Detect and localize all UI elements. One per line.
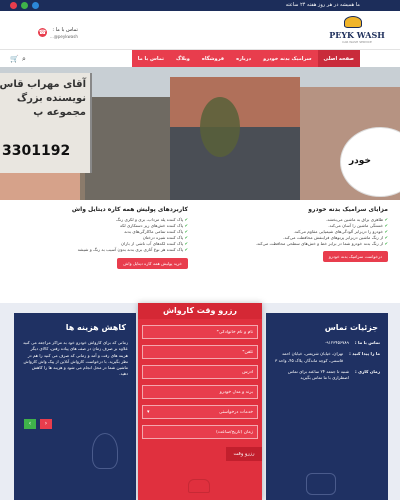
header-contact-email: peykwash@... <box>50 34 78 39</box>
list-item: ✔ ظاهری براق به ماشین می‌بخشد. <box>208 217 388 223</box>
hero-sign-line1: آقای مهراب قاس <box>0 79 86 90</box>
instagram-icon[interactable] <box>10 2 17 9</box>
nav-item-about[interactable]: درباره <box>230 50 257 68</box>
nav-item-home[interactable]: صفحه اصلی <box>318 50 360 68</box>
contact-hours-label: زمان کاری : <box>355 368 380 374</box>
contact-row-hours <box>266 369 388 382</box>
reserve-button[interactable]: رزرو وقت <box>226 447 262 461</box>
contact-hours-value: شنبه تا جمعه ۲۴ ساعته برای تماس اضطراری با ما تماس بگیرید <box>287 368 349 381</box>
telegram-icon[interactable] <box>32 2 39 9</box>
arrow-left-icon[interactable]: ‹ <box>24 419 36 429</box>
hero-person <box>0 173 80 200</box>
list-item: ✔ پاک کننده شیره درختان <box>8 235 188 241</box>
top-strip <box>0 0 400 11</box>
contact-panel <box>266 313 388 500</box>
name-field[interactable] <box>142 325 258 339</box>
nav-item-blog[interactable]: وبلاگ <box>170 50 196 68</box>
service-select-label: خدمات درخواستی <box>218 409 253 415</box>
contact-phone-value[interactable]: ۰۹۱۲۳۴۵۶۷۸۹ <box>324 340 349 345</box>
datetime-field[interactable] <box>142 425 258 439</box>
sticker-icon <box>306 473 336 495</box>
list-item: ✔ از رنگ ماشین دربرابر پرتوهای فرابنفش محافظت می‌کند. <box>208 235 388 241</box>
service-select[interactable] <box>142 405 258 419</box>
contact-panel-title: جزئیات تماس <box>324 323 378 332</box>
header-contact-label: تماس با ما : <box>52 27 78 33</box>
nav-item-shop[interactable]: فروشگاه <box>196 50 230 68</box>
list-item: ✔ پاک کننده لکه‌های آب ناشی از باران <box>8 241 188 247</box>
cart-icon[interactable]: 🛒 <box>10 55 19 63</box>
booking-form <box>138 303 262 500</box>
ceramic-benefits <box>208 206 388 262</box>
hero-banner <box>0 67 400 200</box>
contact-row-address <box>266 351 388 364</box>
list-item: ✔ از رنگ بدنه خودرو شما در برابر خط و خش‌های سطحی محافظت می‌کند. <box>208 241 388 247</box>
hero-sign-phone: 3301192 <box>2 143 71 159</box>
header-contact[interactable] <box>50 27 78 39</box>
polish-uses <box>8 206 188 269</box>
cost-panel <box>14 313 136 500</box>
hero-sign <box>0 73 92 173</box>
cost-panel-title: کاهش هزینه ها <box>65 323 126 332</box>
arrow-right-icon[interactable]: › <box>40 419 52 429</box>
list-item: ✔ خودرو را دربرابر آلودگی‌های شیمیایی مقاوم می‌کند. <box>208 229 388 235</box>
car-logo-icon <box>344 16 362 28</box>
hero-bubble-text: خودر <box>349 156 371 166</box>
brand-tagline: CAR WASH SERVICE <box>342 40 372 44</box>
car-model-field[interactable] <box>142 385 258 399</box>
polish-buy-button[interactable]: خرید پولیش همه کاره دیتایل واش <box>117 258 188 269</box>
hero-tree <box>200 97 240 157</box>
slider-arrows <box>24 419 52 429</box>
nav-items <box>132 50 360 68</box>
polish-uses-title: کاربردهای پولیش همه کاره دیتایل واش <box>71 206 188 213</box>
ceramic-request-button[interactable]: درخواست سرامیک بدنه خودرو <box>323 251 388 262</box>
hero-sign-line2: نویسنده بزرگ <box>16 93 86 104</box>
phone-icon: ☎ <box>38 29 47 36</box>
car-icon <box>188 479 210 493</box>
lightbulb-icon <box>92 433 118 469</box>
nav-item-contact[interactable]: تماس با ما <box>132 50 170 68</box>
contact-address-value: تهران، خیابان شریعتی، خیابان احمد قاسمی، کوچه ماندگار، پلاک ۴۵، واحد ۳ <box>275 351 344 363</box>
polish-uses-list <box>8 217 188 254</box>
brand-name: PEYK WASH <box>329 30 385 40</box>
booking-form-title: رزرو وقت کارواش <box>138 303 262 319</box>
site-header <box>0 11 400 49</box>
address-field[interactable] <box>142 365 258 379</box>
whatsapp-icon[interactable] <box>21 2 28 9</box>
main-nav <box>0 49 400 67</box>
hero-sign-line3: مجموعه پ <box>33 107 86 118</box>
cost-panel-text: زمانی که برای کارواش خودرو خود به مراکز مراجعه می کنید علاوه بر صرف زمان در صف های پیاده رفتن، کالای دیگر هزینه های رفت و آمد و زمانی که صرف می کنید را هم در نظر بگیرید. با درخواست کارواش آنلاین از پیک واش کارواش ماشین شما در محل انجام می شود و هزینه ها را کاهش دهید. <box>23 340 128 377</box>
list-item: ✔ پاک کننده تمامی ماکارگی‌های بدنه <box>8 229 188 235</box>
top-message: ما همیشه در هر روز هفته ۲۴ ساعته <box>285 2 360 8</box>
nav-item-ceramic[interactable]: سرامیک بدنه خودرو <box>257 50 317 68</box>
hero-building-left <box>85 97 170 200</box>
contact-phone-label: تماس با ما : <box>354 340 380 345</box>
list-item: ✔ خستگی ماشین را آسان می‌کند. <box>208 223 388 229</box>
ceramic-benefits-title: مزایای سرامیک بدنه خودرو <box>308 206 388 213</box>
social-links <box>10 2 39 9</box>
features-section <box>0 200 400 303</box>
list-item: ✔ پاک کننده هر نوع آثاری بری بدنه بدون آسیب به رنگ و شیشه <box>8 247 188 253</box>
contact-address-label: ما را پیدا کنید : <box>349 351 380 357</box>
list-item: ✔ پاک کننده خش‌های ریز دستکاری لکه <box>8 223 188 229</box>
ceramic-benefits-list <box>208 217 388 247</box>
chevron-down-icon: ▾ <box>147 409 150 415</box>
contact-row-phone <box>266 340 388 346</box>
phone-field[interactable] <box>142 345 258 359</box>
list-item: ✔ پاک کننده پله مرداب، بری و لکری رنگ <box>8 217 188 223</box>
search-icon[interactable]: ⌕ <box>22 55 26 63</box>
site-logo[interactable] <box>322 14 392 48</box>
